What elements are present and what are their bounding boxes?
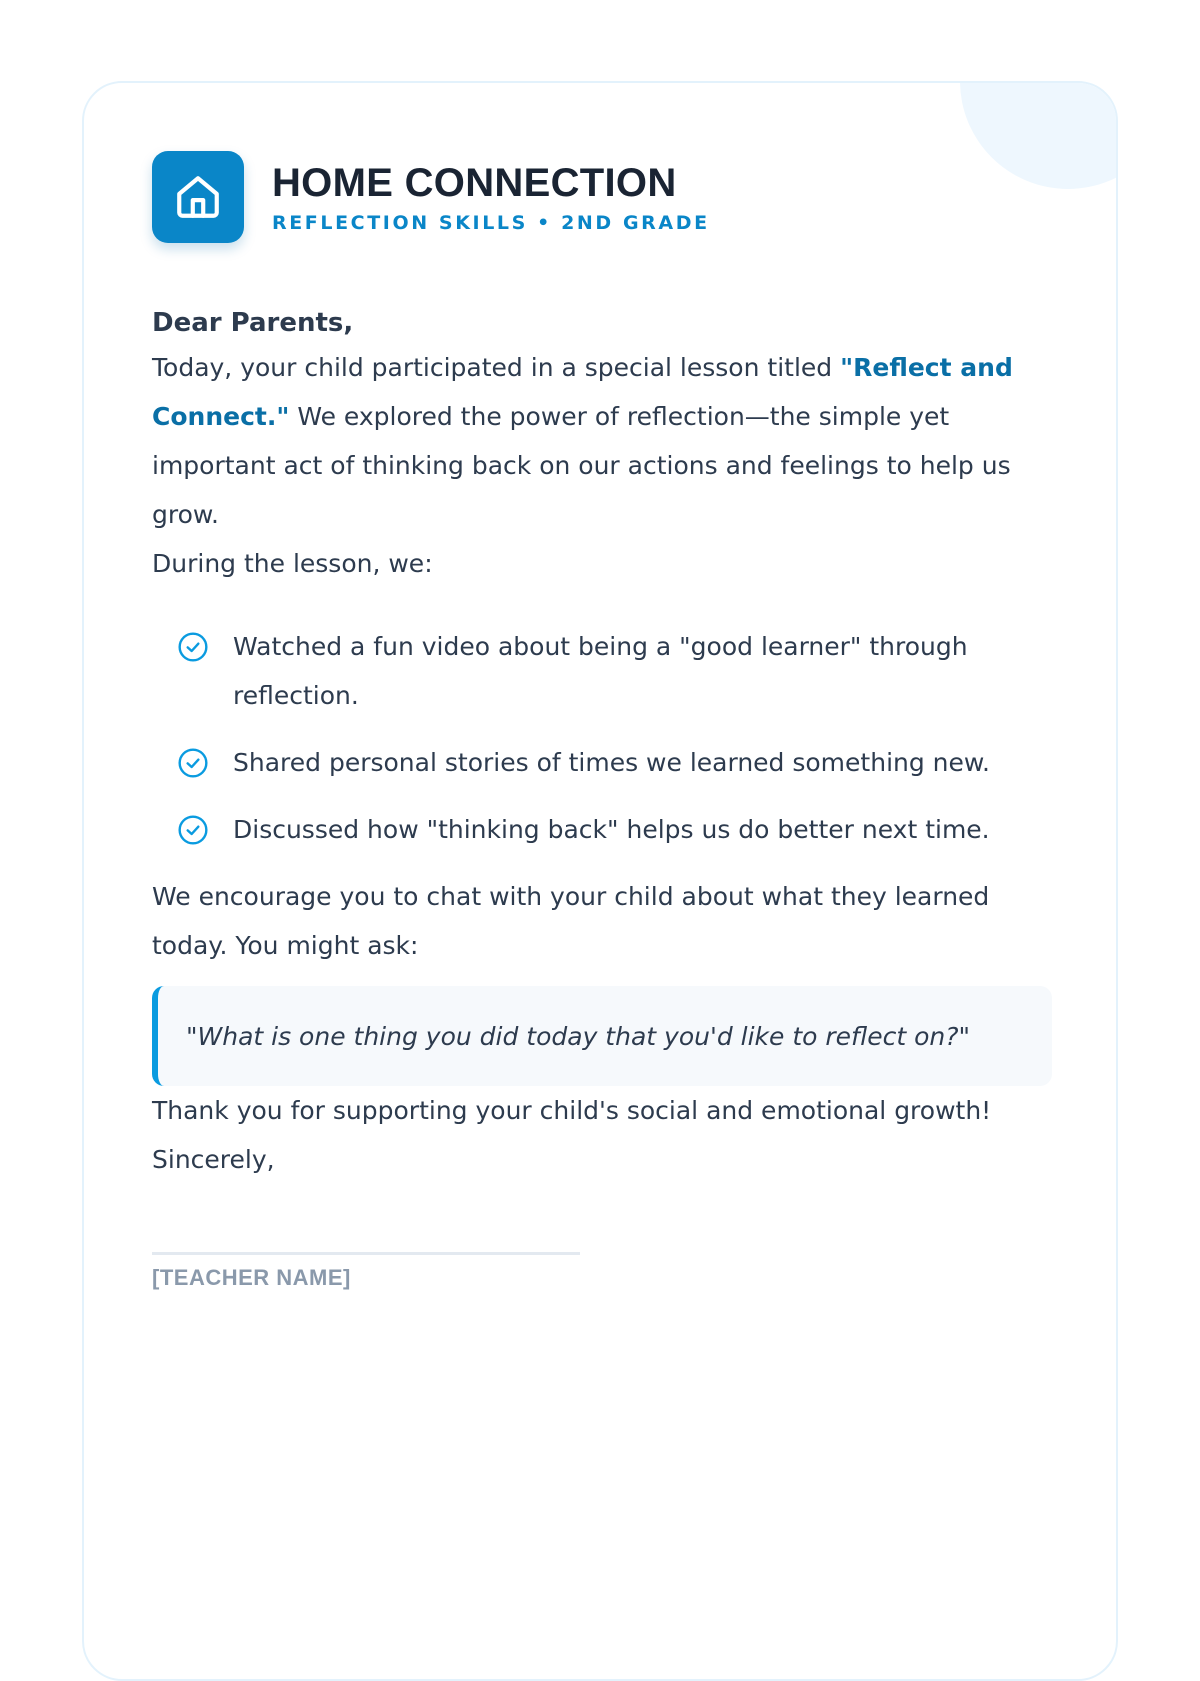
signature-line	[152, 1252, 580, 1255]
check-circle-icon	[177, 805, 211, 854]
page-title: HOME CONNECTION	[272, 161, 677, 205]
list-item-text: Discussed how "thinking back" helps us do better next time.	[233, 815, 990, 844]
letter-card	[82, 81, 1118, 1681]
activity-list	[152, 622, 1072, 854]
greeting: Dear Parents,	[152, 308, 354, 338]
question-callout	[152, 986, 1052, 1086]
letter-body	[152, 303, 1072, 1291]
page-subtitle: REFLECTION SKILLS • 2ND GRADE	[272, 212, 710, 234]
intro-paragraph	[152, 343, 1072, 539]
closing: Sincerely,	[152, 1145, 275, 1174]
list-item	[152, 738, 1072, 787]
intro-text-after: We explored the power of reflection—the simple yet important act of thinking back on our actions and feelings to help us grow.	[152, 402, 1011, 529]
home-icon	[173, 172, 223, 222]
logo-badge	[152, 151, 244, 243]
letter-header	[152, 151, 710, 243]
question-text: "What is one thing you did today that you'd like to reflect on?"	[186, 1021, 970, 1051]
lesson-title: "Reflect and Connect."	[152, 353, 1013, 431]
header-text	[272, 160, 710, 236]
check-circle-icon	[177, 738, 211, 787]
teacher-name: [TEACHER NAME]	[152, 1265, 351, 1290]
list-item-text: Shared personal stories of times we learned something new.	[233, 748, 990, 777]
thanks-paragraph: Thank you for supporting your child's social and emotional growth!	[152, 1096, 992, 1125]
check-circle-icon	[177, 622, 211, 671]
list-item	[152, 805, 1072, 854]
list-item-text: Watched a fun video about being a "good learner" through reflection.	[233, 632, 968, 710]
decorative-corner-circle	[960, 81, 1118, 189]
encourage-paragraph: We encourage you to chat with your child about what they learned today. You might ask:	[152, 882, 990, 960]
intro-text-before: Today, your child participated in a special lesson titled	[152, 353, 841, 382]
during-intro: During the lesson, we:	[152, 549, 433, 578]
list-item	[152, 622, 1072, 720]
